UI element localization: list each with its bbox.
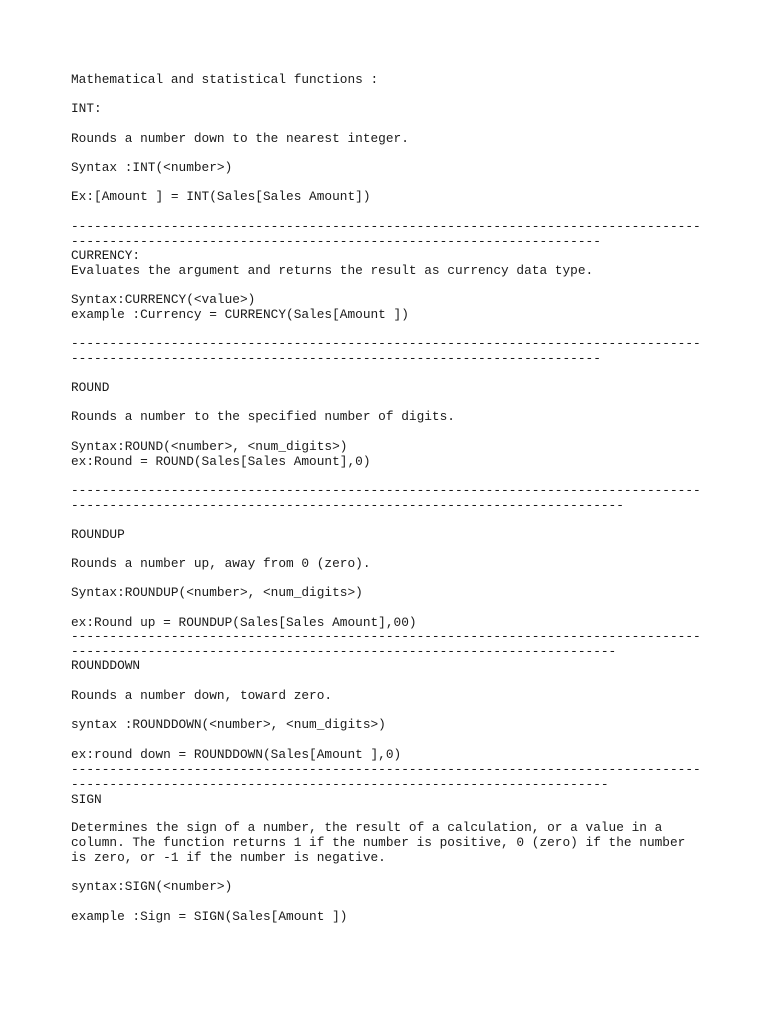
divider-line: ---------------------------------------------------------------------------------- [71,629,701,644]
int-syntax: Syntax :INT(<number>) [71,160,233,175]
divider-line: ---------------------------------------------------------------------- [71,777,609,792]
document-heading: Mathematical and statistical functions : [71,72,379,87]
rounddown-description: Rounds a number down, toward zero. [71,688,333,703]
currency-syntax: Syntax:CURRENCY(<value>) [71,292,256,307]
divider-line: ---------------------------------------------------------------------------------- [71,219,701,234]
currency-example: example :Currency = CURRENCY(Sales[Amount ]) [71,307,409,322]
round-description: Rounds a number to the specified number of digits. [71,409,455,424]
roundup-syntax: Syntax:ROUNDUP(<number>, <num_digits>) [71,585,363,600]
rounddown-example: ex:round down = ROUNDDOWN(Sales[Amount ],0) [71,747,402,762]
currency-title: CURRENCY: [71,248,141,263]
round-title: ROUND [71,380,110,395]
sign-example: example :Sign = SIGN(Sales[Amount ]) [71,909,348,924]
round-syntax: Syntax:ROUND(<number>, <num_digits>) [71,439,348,454]
currency-description: Evaluates the argument and returns the result as currency data type. [71,263,594,278]
divider-line: ------------------------------------------------------------------------ [71,498,624,513]
roundup-description: Rounds a number up, away from 0 (zero). [71,556,371,571]
divider-line: --------------------------------------------------------------------- [71,234,601,249]
sign-description: Determines the sign of a number, the result of a calculation, or a value in a column. The function returns 1 if the number is positive, 0 (zero) if the number is zero, or -1 if the number is negative. [71,820,686,865]
round-example: ex:Round = ROUND(Sales[Sales Amount],0) [71,454,371,469]
rounddown-title: ROUNDDOWN [71,658,141,673]
int-title: INT: [71,101,102,116]
divider-line: --------------------------------------------------------------------- [71,351,601,366]
rounddown-syntax: syntax :ROUNDDOWN(<number>, <num_digits>) [71,717,386,732]
roundup-example: ex:Round up = ROUNDUP(Sales[Sales Amount],00) [71,615,417,630]
roundup-title: ROUNDUP [71,527,125,542]
divider-line: ---------------------------------------------------------------------------------- [71,483,701,498]
int-description: Rounds a number down to the nearest integer. [71,131,409,146]
divider-line: ---------------------------------------------------------------------------------- [71,762,701,777]
int-example: Ex:[Amount ] = INT(Sales[Sales Amount]) [71,189,371,204]
divider-line: ----------------------------------------------------------------------- [71,644,617,659]
sign-title: SIGN [71,792,102,807]
divider-line: ---------------------------------------------------------------------------------- [71,336,701,351]
sign-syntax: syntax:SIGN(<number>) [71,879,233,894]
